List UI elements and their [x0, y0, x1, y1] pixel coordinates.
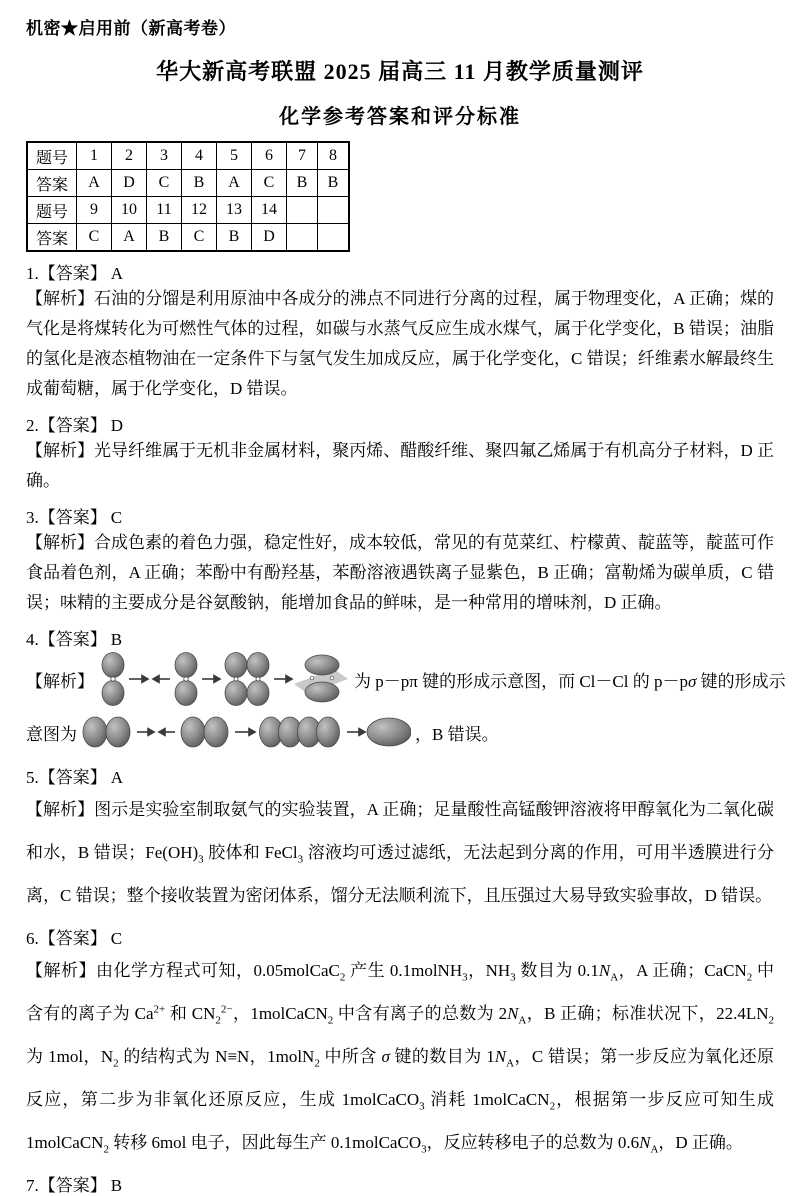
table-row — [27, 224, 349, 252]
table-cell: 答案 — [27, 224, 77, 252]
answer-label: 【答案】 — [38, 416, 107, 435]
table-cell: 13 — [217, 197, 252, 224]
table-cell: D — [112, 170, 147, 197]
sigma-bond-formation-diagram — [81, 708, 411, 756]
analysis-text: 石油的分馏是利用原油中各成分的沸点不同进行分离的过程，属于物理变化，A 正确；煤的气化是将煤转化为可燃性气体的过程，如碳与水蒸气反应生成水煤气，属于化学变化，B 错误；油脂的氢化是液态植物油在一定条件下与氢气发生加成反应，属于化学变化，C 错误；纤维素水解最终生成葡萄糖，属于化学变化，D 错误。 — [26, 289, 775, 398]
table-cell: B — [318, 170, 350, 197]
answer-line — [26, 259, 774, 284]
table-cell: A — [217, 170, 252, 197]
answer-letter: A — [110, 768, 124, 787]
answer-line — [26, 924, 774, 949]
sigma-bond-icon — [367, 718, 411, 746]
table-cell: 4 — [182, 142, 217, 170]
table-cell: A — [77, 170, 112, 197]
p-orbital-icon — [83, 717, 130, 747]
answer-item-3 — [26, 503, 774, 618]
answer-number: 3. — [26, 508, 39, 527]
table-cell: B — [217, 224, 252, 252]
answer-item-6 — [26, 924, 774, 1164]
table-cell: 14 — [252, 197, 287, 224]
analysis-label: 【解析】 — [26, 800, 95, 819]
answer-label: 【答案】 — [38, 768, 107, 787]
arrow-right-icon — [202, 676, 220, 683]
table-cell: 5 — [217, 142, 252, 170]
table-cell: 题号 — [27, 197, 77, 224]
page-subtitle: 化学参考答案和评分标准 — [279, 106, 521, 128]
answer-letter: A — [110, 264, 124, 283]
p-orbital-icon — [175, 653, 197, 706]
answer-label: 【答案】 — [38, 630, 107, 649]
pi-bond-icon — [294, 655, 348, 702]
answer-line — [26, 411, 774, 436]
arrow-right-icon — [129, 676, 148, 683]
arrow-right-icon — [274, 676, 292, 683]
overlapping-orbitals-icon — [260, 717, 340, 747]
answer-number: 2. — [26, 416, 39, 435]
arrow-right-icon — [137, 729, 154, 736]
table-cell: C — [77, 224, 112, 252]
answer-number: 4. — [26, 630, 39, 649]
analysis-text: 图示是实验室制取氨气的实验装置，A 正确；足量酸性高锰酸钾溶液将甲醇氧化为二氧化碳和水，B 错误；$Fe(OH)_3$ 胶体和 FeCl$_3$ 溶液均可透过滤纸，无法起到分离的作用，可用半透膜进行分离，C 错误；整个接收装置为密闭体系，馏分无法顺利流下，且压强过大易导致实验事故，D 错误。 — [26, 800, 775, 905]
table-cell: B — [182, 170, 217, 197]
table-cell: 10 — [112, 197, 147, 224]
table-cell: 7 — [287, 142, 318, 170]
table-cell: 12 — [182, 197, 217, 224]
answer-item-7 — [26, 1171, 774, 1196]
analysis-paragraph — [26, 528, 774, 618]
answer-label: 【答案】 — [38, 1176, 107, 1195]
analysis-label: 【解析】 — [26, 961, 96, 980]
table-cell: 3 — [147, 142, 182, 170]
analysis-text: ，B 错误。 — [415, 724, 499, 744]
answer-number: 6. — [26, 929, 39, 948]
arrow-right-icon — [347, 729, 365, 736]
answer-line — [26, 1171, 774, 1196]
table-cell: C — [147, 170, 182, 197]
page-title: 华大新高考联盟 2025 届高三 11 月教学质量测评 — [156, 59, 644, 84]
analysis-paragraph — [26, 284, 774, 404]
paired-p-orbitals-icon — [225, 653, 269, 706]
answer-number: 5. — [26, 768, 39, 787]
answer-letter: C — [110, 508, 123, 527]
table-row — [27, 142, 349, 170]
table-cell: 题号 — [27, 142, 77, 170]
table-cell: 答案 — [27, 170, 77, 197]
answer-letter: D — [110, 416, 124, 435]
analysis-diagram-row-1 — [26, 650, 786, 708]
table-cell: 6 — [252, 142, 287, 170]
answer-label: 【答案】 — [38, 929, 107, 948]
analysis-paragraph — [26, 436, 774, 496]
analysis-text: 由化学方程式可知，0.05molCaC$_2$ 产生 0.1molNH$_3$，$NH_3$ 数目为 $0.1N_A$，A 正确；CaCN$_2$ 中含有的离子为 $Ca^{2+}$ 和 $CN_2^{2-}$，1molCaCN$_2$ 中含有离子的总数为 $2N_A$，B 正确；标准状况下，$22.4LN_2$ 为 1mol，$N_2$ 的结构式为 N≡N，1molN$_2$ 中所含 σ 键的数目为 $1N_A$，C 错误；第一步反应为氧化还原反应，第二步为非氧化还原反应，生成 1molCaCO$_3$ 消耗 1molCaCN$_2$，根据第一步反应可知生成 1molCaCN$_2$ 转移 6mol 电子，因此每生产 0.1molCaCO$_3$，反应转移电子的总数为 $0.6N_A$，D 正确。 — [26, 961, 775, 1156]
p-orbital-icon — [102, 653, 124, 706]
answer-line — [26, 763, 774, 788]
answer-item-5 — [26, 763, 774, 917]
analysis-paragraph — [26, 788, 774, 917]
table-cell: 2 — [112, 142, 147, 170]
analysis-label: 【解析】 — [26, 671, 94, 691]
table-cell — [318, 224, 350, 252]
table-cell: 1 — [77, 142, 112, 170]
table-cell: D — [252, 224, 287, 252]
table-cell: 8 — [318, 142, 350, 170]
answer-letter: B — [110, 1176, 123, 1195]
answer-item-1 — [26, 259, 774, 404]
table-row — [27, 170, 349, 197]
answer-letter: B — [110, 630, 123, 649]
table-cell: B — [287, 170, 318, 197]
answer-item-2 — [26, 411, 774, 496]
analysis-paragraph — [26, 949, 774, 1164]
answer-label: 【答案】 — [38, 508, 107, 527]
table-cell: C — [252, 170, 287, 197]
analysis-label: 【解析】 — [26, 441, 95, 460]
answer-label: 【答案】 — [38, 264, 107, 283]
analysis-label: 【解析】 — [26, 289, 95, 308]
answer-item-4 — [26, 625, 786, 756]
table-cell: B — [147, 224, 182, 252]
table-row — [27, 197, 349, 224]
analysis-text: 意图为 — [26, 724, 77, 744]
answer-number: 7. — [26, 1176, 39, 1195]
analysis-diagram-row-2 — [26, 708, 774, 756]
analysis-text: 合成色素的着色力强，稳定性好，成本较低，常见的有苋菜红、柠檬黄、靛蓝等，靛蓝可作食品着色剂，A 正确；苯酚中有酚羟基，苯酚溶液遇铁离子显紫色，B 正确；富勒烯为碳单质，C 错误；味精的主要成分是谷氨酸钠，能增加食品的鲜味，是一种常用的增味剂，D 正确。 — [26, 533, 774, 612]
table-cell: A — [112, 224, 147, 252]
answer-line — [26, 503, 774, 528]
table-cell — [318, 197, 350, 224]
answer-key-table — [26, 141, 350, 252]
analysis-label: 【解析】 — [26, 533, 94, 552]
answer-letter: C — [110, 929, 123, 948]
pi-bond-formation-diagram — [98, 650, 350, 708]
classification-text: 机密★启用前（新高考卷） — [26, 19, 236, 38]
arrow-left-icon — [153, 676, 170, 683]
table-cell — [287, 197, 318, 224]
arrow-left-icon — [159, 729, 175, 736]
analysis-text: 光导纤维属于无机非金属材料，聚丙烯、醋酸纤维、聚四氟乙烯属于有机高分子材料，D 正确。 — [26, 441, 774, 490]
analysis-text: 为 p－pπ 键的形成示意图，而 Cl－Cl 的 p－pσ 键的形成示 — [354, 671, 786, 691]
table-cell: C — [182, 224, 217, 252]
table-cell: 9 — [77, 197, 112, 224]
answer-number: 1. — [26, 264, 39, 283]
arrow-right-icon — [235, 729, 255, 736]
table-cell: 11 — [147, 197, 182, 224]
table-cell — [287, 224, 318, 252]
answer-line — [26, 625, 774, 650]
p-orbital-icon — [181, 717, 228, 747]
